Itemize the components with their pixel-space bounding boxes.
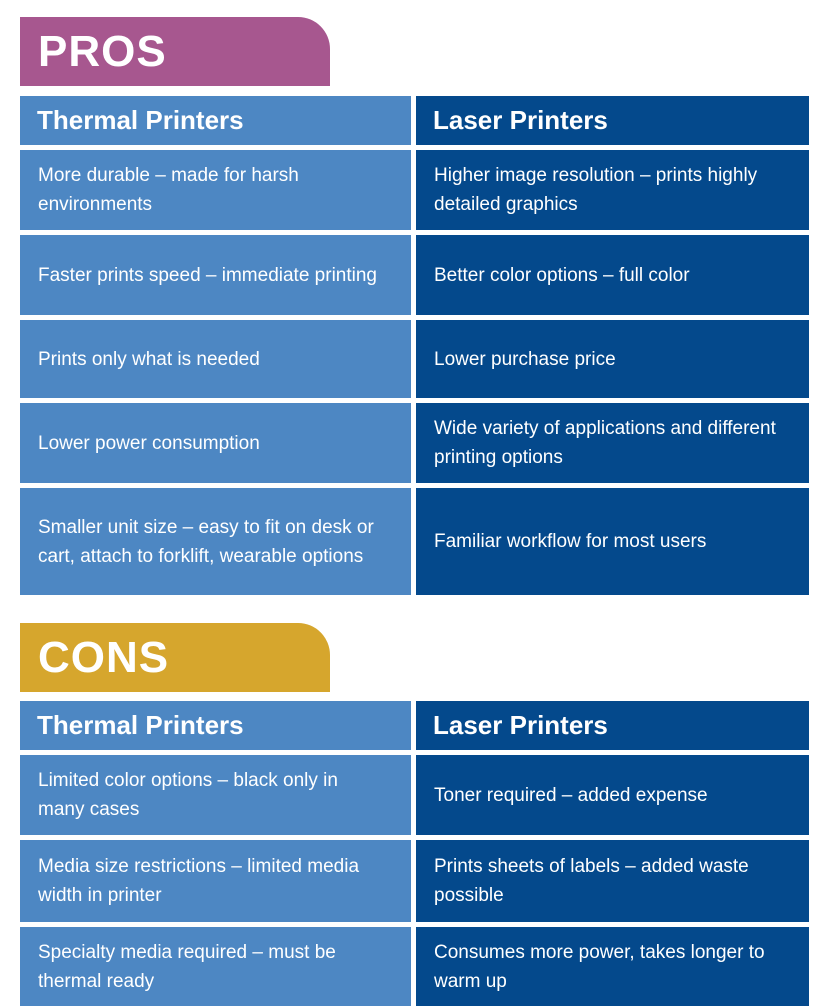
pros-laser-item-4 bbox=[416, 403, 809, 483]
cons-banner-label: CONS bbox=[38, 632, 170, 682]
pros-section bbox=[20, 17, 809, 595]
cons-laser-item-1 bbox=[416, 755, 809, 835]
pros-laser-item-5 bbox=[416, 488, 809, 595]
cons-thermal-item-1 bbox=[20, 755, 411, 835]
cons-laser-item-1-text: Toner required – added expense bbox=[434, 784, 708, 806]
cons-section bbox=[20, 623, 809, 1006]
cons-laser-item-2-text: Prints sheets of labels – added waste possible bbox=[434, 856, 749, 906]
pros-thermal-item-1-text: More durable – made for harsh environments bbox=[38, 165, 299, 215]
pros-laser-item-3 bbox=[416, 320, 809, 398]
cons-thermal-header bbox=[20, 701, 411, 750]
pros-thermal-item-2-text: Faster prints speed – immediate printing bbox=[38, 264, 377, 286]
pros-laser-header-label: Laser Printers bbox=[433, 105, 608, 135]
cons-laser-item-3-text: Consumes more power, takes longer to warm up bbox=[434, 941, 765, 992]
pros-laser-item-4-text: Wide variety of applications and different printing options bbox=[434, 418, 776, 468]
pros-laser-item-1 bbox=[416, 150, 809, 230]
cons-thermal-header-label: Thermal Printers bbox=[37, 710, 244, 740]
pros-thermal-item-5 bbox=[20, 488, 411, 595]
cons-laser-item-2 bbox=[416, 840, 809, 922]
cons-laser-header bbox=[416, 701, 809, 750]
cons-thermal-item-3 bbox=[20, 927, 411, 1006]
pros-thermal-item-4 bbox=[20, 403, 411, 483]
pros-banner bbox=[20, 17, 330, 86]
pros-laser-item-2-text: Better color options – full color bbox=[434, 264, 690, 286]
pros-thermal-item-3 bbox=[20, 320, 411, 398]
cons-table bbox=[20, 701, 809, 1006]
cons-thermal-item-2-text: Media size restrictions – limited media width in printer bbox=[38, 856, 360, 906]
pros-laser-header bbox=[416, 96, 809, 145]
pros-laser-item-3-text: Lower purchase price bbox=[434, 348, 616, 370]
cons-thermal-item-1-text: Limited color options – black only in many cases bbox=[38, 770, 338, 820]
pros-thermal-item-1 bbox=[20, 150, 411, 230]
pros-laser-item-1-text: Higher image resolution – prints highly detailed graphics bbox=[434, 165, 758, 215]
pros-thermal-header-label: Thermal Printers bbox=[37, 105, 244, 135]
pros-thermal-item-5-text: Smaller unit size – easy to fit on desk or cart, attach to forklift, wearable options bbox=[38, 516, 374, 567]
cons-laser-item-3 bbox=[416, 927, 809, 1006]
pros-table bbox=[20, 96, 809, 595]
cons-thermal-item-3-text: Specialty media required – must be thermal ready bbox=[38, 941, 336, 992]
pros-laser-item-5-text: Familiar workflow for most users bbox=[434, 531, 707, 552]
pros-thermal-header bbox=[20, 96, 411, 145]
pros-thermal-item-3-text: Prints only what is needed bbox=[38, 348, 260, 370]
pros-banner-label: PROS bbox=[38, 26, 167, 76]
cons-thermal-item-2 bbox=[20, 840, 411, 922]
pros-thermal-item-2 bbox=[20, 235, 411, 315]
pros-laser-item-2 bbox=[416, 235, 809, 315]
cons-laser-header-label: Laser Printers bbox=[433, 710, 608, 740]
cons-banner bbox=[20, 623, 330, 692]
pros-thermal-item-4-text: Lower power consumption bbox=[38, 432, 260, 454]
